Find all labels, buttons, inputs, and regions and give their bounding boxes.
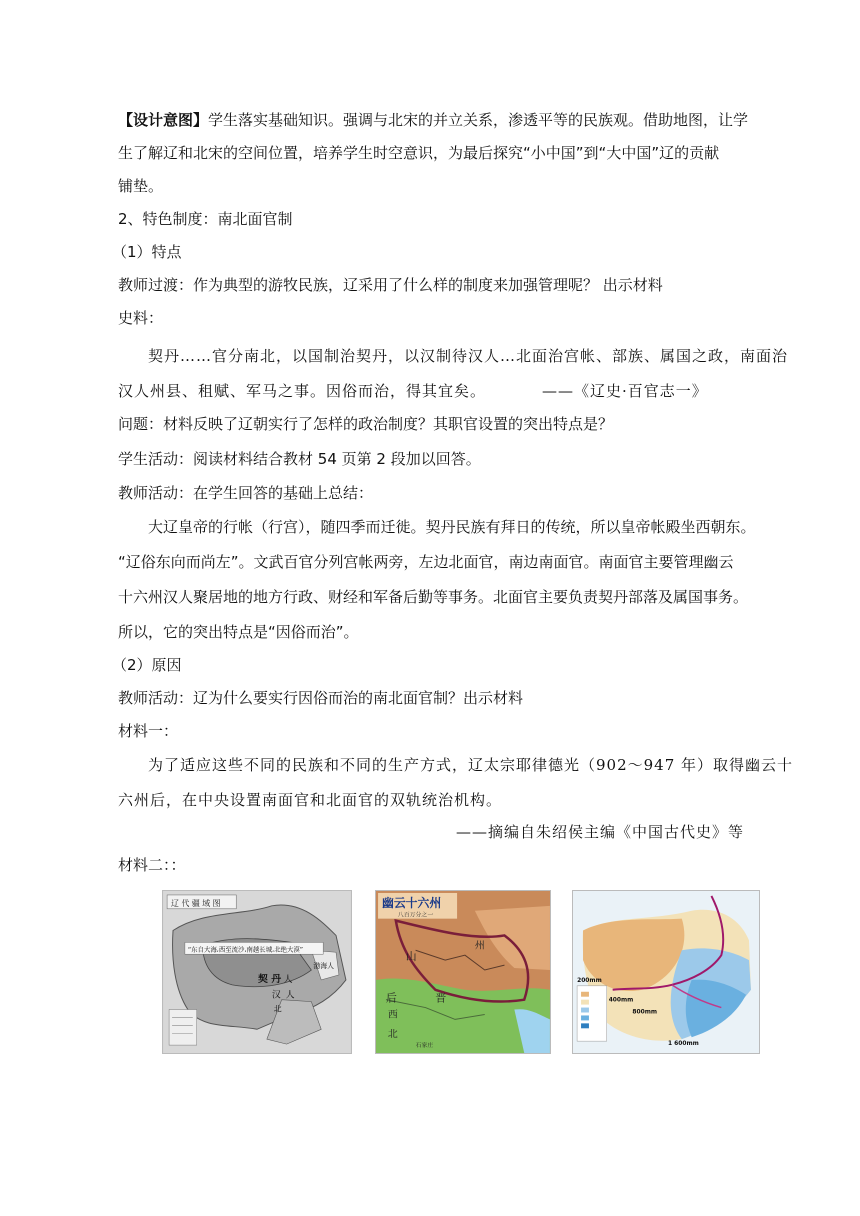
teacher-activity-1: 教师活动：在学生回答的基础上总结：: [118, 484, 374, 502]
map2-label-zhou: 州: [474, 940, 485, 952]
map2-label-xi: 西: [387, 1009, 398, 1021]
design-intent-label: 【设计意图】: [118, 111, 209, 129]
summary-line-3: 十六州汉人聚居地的地方行政、财经和军备后勤等事务。北面官主要负责契丹部落及属国事务。: [118, 588, 749, 606]
map3-label-400: 400mm: [608, 997, 634, 1004]
map2-label-shijiazhuang: 石家庄: [415, 1043, 434, 1050]
section2-title: 2、特色制度：南北面官制: [118, 210, 293, 228]
question: 问题：材料反映了辽朝实行了怎样的政治制度？其职官设置的突出特点是？: [118, 415, 614, 433]
map2-label-jin: 晋: [435, 991, 447, 1005]
map1-label-han: 汉: [271, 990, 281, 1001]
quote1-line-1: 契丹……官分南北，以国制治契丹，以汉制待汉人…北面治宫帐、部族、属国之政，南面治: [148, 347, 789, 365]
map1-label-north: 北: [273, 1004, 282, 1014]
map-sixteen-prefectures: [375, 890, 551, 1054]
summary-line-1: 大辽皇帝的行帐（行宫），随四季而迁徙。契丹民族有拜日的传统，所以皇帝帐殿坐西朝东。: [148, 518, 756, 536]
material2-label: 材料二：：: [118, 856, 186, 874]
shiliao-label: 史料：: [118, 309, 164, 327]
quote1-line-2: 汉人州县、租赋、军马之事。因俗而治，得其宜矣。 ——《辽史·百官志一》: [118, 382, 708, 400]
map2-label-hou: 后: [385, 991, 397, 1005]
map2-subtitle: 八百万分之一: [397, 912, 434, 919]
map1-label-bohai: 渤海人: [313, 962, 335, 971]
sub2-title: （2）原因: [112, 656, 182, 674]
map-precipitation: [572, 890, 760, 1054]
map-liao-svg: [163, 891, 351, 1053]
material1-line-2: 六州后，在中央设置南面官和北面官的双轨统治机构。: [118, 791, 503, 809]
map2-title: 幽云十六州: [382, 895, 442, 910]
design-intent-line-2: 生了解辽和北宋的空间位置，培养学生时空意识，为最后探究“小中国”到“大中国”辽的贡献: [118, 144, 720, 162]
teacher-activity-2: 教师活动：辽为什么要实行因俗而治的南北面官制？出示材料: [118, 689, 524, 707]
map1-label-khitan: 契 丹: [257, 973, 282, 985]
map2-label-shan: 山: [405, 950, 417, 964]
quote1-source: ——《辽史·百官志一》: [542, 382, 708, 400]
design-intent-line-1: 【设计意图】学生落实基础知识。强调与北宋的并立关系，渗透平等的民族观。借助地图，让学: [118, 111, 749, 129]
student-activity: 学生活动：阅读材料结合教材 54 页第 2 段加以回答。: [118, 450, 481, 468]
maps-row: [0, 890, 860, 1060]
map1-title: 辽 代 疆 域 图: [171, 898, 221, 908]
summary-line-2: “辽俗东向而尚左”。文武百官分列宫帐两旁，左边北面官，南边南面官。南面官主要管理幽云: [118, 553, 734, 571]
material1-line-1: 为了适应这些不同的民族和不同的生产方式，辽太宗耶律德光（902～947 年）取得幽云十: [148, 756, 794, 774]
map2-label-bei: 北: [387, 1029, 398, 1041]
map1-quote: “东自大海,西至流沙,南越长城,北绝大漠”: [187, 945, 304, 954]
material1-label: 材料一：: [118, 722, 179, 740]
map1-label-ren: 人: [283, 974, 293, 985]
map3-label-1600: 1 600mm: [667, 1041, 699, 1048]
design-intent-line-3: 铺垫。: [118, 177, 164, 195]
map3-label-200: 200mm: [577, 977, 602, 984]
map-liao-territory: [162, 890, 352, 1054]
sub1-title: （1）特点: [112, 243, 182, 261]
map-precipitation-svg: [573, 891, 759, 1053]
material1-source: ——摘编自朱绍侯主编《中国古代史》等: [455, 823, 744, 841]
map-prefectures-svg: [376, 891, 550, 1053]
map3-label-800: 800mm: [632, 1009, 658, 1016]
map1-label-ren2: 人: [285, 990, 295, 1001]
summary-line-4: 所以，它的突出特点是“因俗而治”。: [118, 623, 359, 641]
teacher-transition: 教师过渡：作为典型的游牧民族，辽采用了什么样的制度来加强管理呢？ 出示材料: [118, 276, 663, 294]
